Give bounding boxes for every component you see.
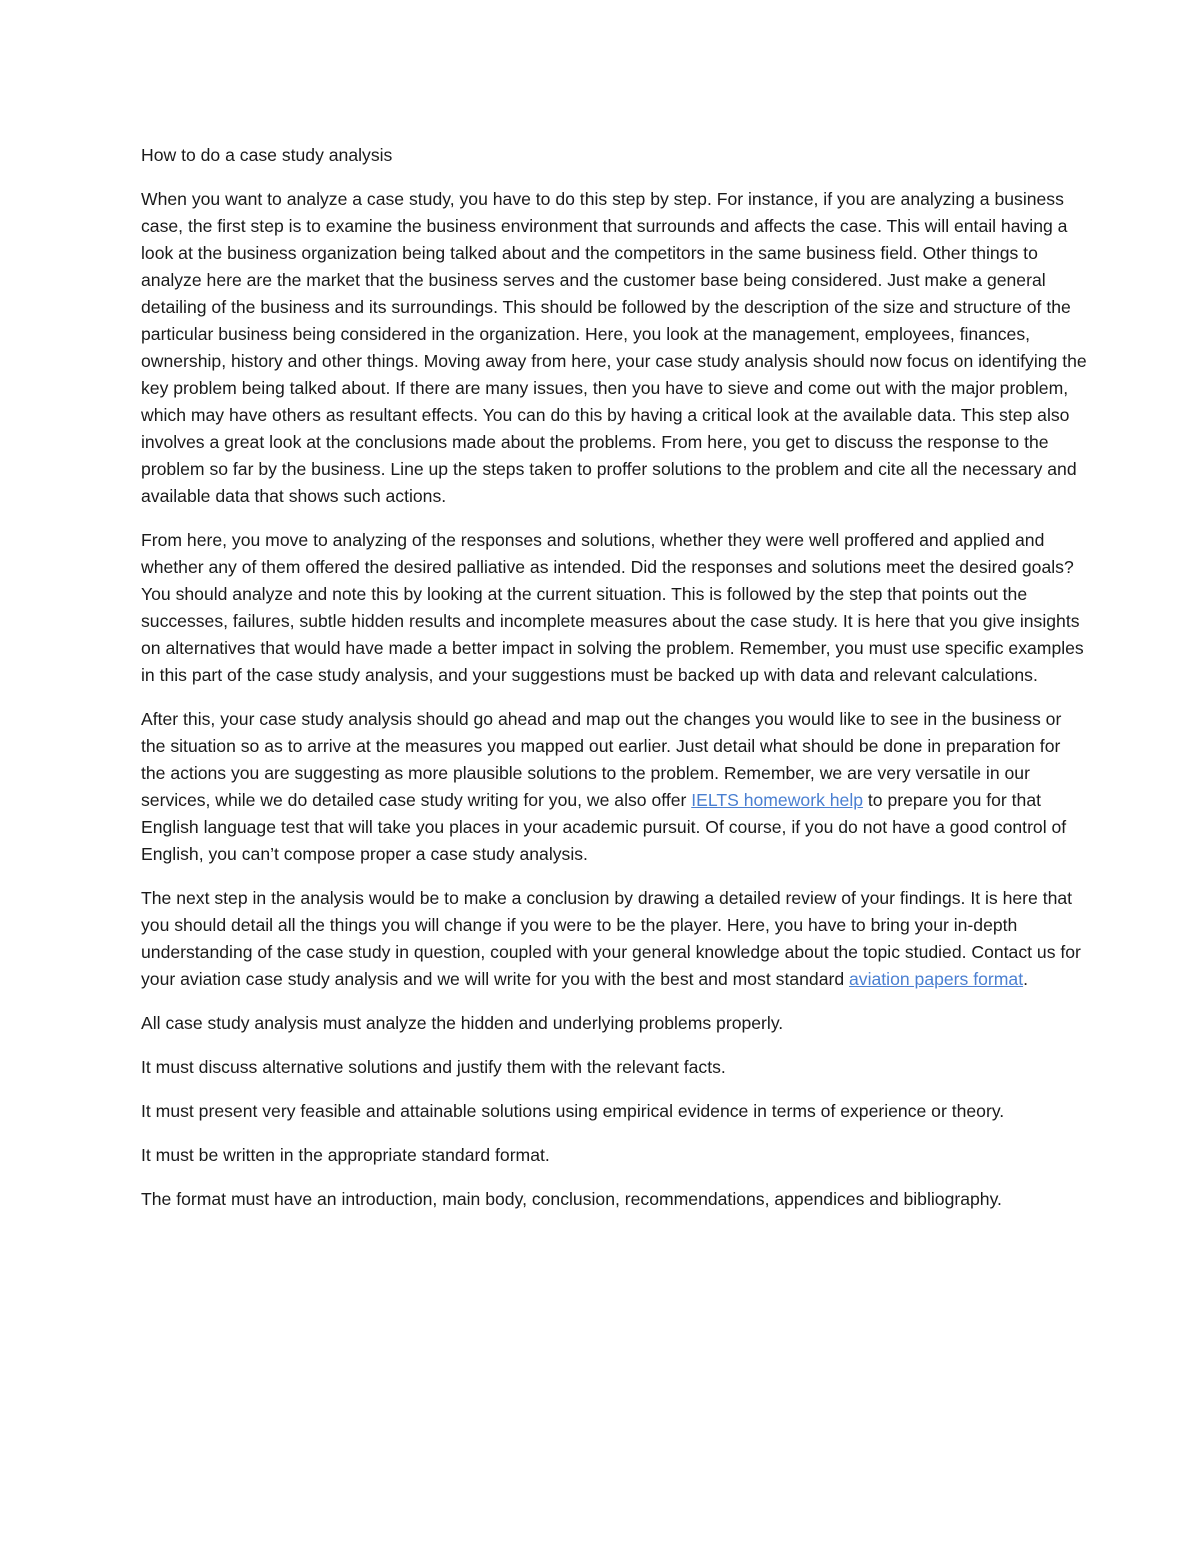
paragraph-3-text-before-link: After this, your case study analysis should go ahead and map out the changes you would like to see in the business or the situation so as to arrive at the measures you mapped out earlier. Just detail what should be done in preparation for the actions you are suggesting as more plausible solutions to the problem. Remember, we are very versatile in our services, while we do detailed case study writing for you, we also offer xyxy=(141,709,1062,810)
aviation-papers-format-link[interactable]: aviation papers format xyxy=(849,969,1024,989)
ielts-homework-help-link[interactable]: IELTS homework help xyxy=(691,790,864,810)
paragraph-3-text-after-link: to prepare you for that English language test that will take you places in your academic pursuit. Of course, if you do not have a good control of English, you can’t compose proper a case study analysis. xyxy=(141,790,1067,864)
document-title: How to do a case study analysis xyxy=(141,145,393,165)
paragraph-7: It must present very feasible and attainable solutions using empirical evidence in terms of experience or theory. xyxy=(141,1101,1005,1121)
paragraph-1: When you want to analyze a case study, you have to do this step by step. For instance, if you are analyzing a business case, the first step is to examine the business environment that surrounds and affects the case. This will entail having a look at the business organization being talked about and the competitors in the same business field. Other things to analyze here are the market that the business serves and the customer base being considered. Just make a general detailing of the business and its surroundings. This should be followed by the description of the size and structure of the particular business being considered in the organization. Here, you look at the management, employees, finances, ownership, history and other things. Moving away from here, your case study analysis should now focus on identifying the key problem being talked about. If there are many issues, then you have to sieve and come out with the major problem, which may have others as resultant effects. You can do this by having a critical look at the available data. This step also involves a great look at the conclusions made about the problems. From here, you get to discuss the response to the problem so far by the business. Line up the steps taken to proffer solutions to the problem and cite all the necessary and available data that shows such actions. xyxy=(141,189,1087,506)
paragraph-9: The format must have an introduction, main body, conclusion, recommendations, appendices and bibliography. xyxy=(141,1189,1002,1209)
paragraph-6: It must discuss alternative solutions and justify them with the relevant facts. xyxy=(141,1057,726,1077)
document-page xyxy=(141,142,1087,1230)
paragraph-4-text-before-link: The next step in the analysis would be to make a conclusion by drawing a detailed review of your findings. It is here that you should detail all the things you will change if you were to be the player. Here, you have to bring your in-depth understanding of the case study in question, coupled with your general knowledge about the topic studied. Contact us for your aviation case study analysis and we will write for you with the best and most standard xyxy=(141,888,1081,989)
paragraph-8: It must be written in the appropriate standard format. xyxy=(141,1145,550,1165)
paragraph-4-text-after-link: . xyxy=(1023,969,1028,989)
paragraph-2: From here, you move to analyzing of the responses and solutions, whether they were well proffered and applied and whether any of them offered the desired palliative as intended. Did the responses and solutions meet the desired goals? You should analyze and note this by looking at the current situation. This is followed by the step that points out the successes, failures, subtle hidden results and incomplete measures about the case study. It is here that you give insights on alternatives that would have made a better impact in solving the problem. Remember, you must use specific examples in this part of the case study analysis, and your suggestions must be backed up with data and relevant calculations. xyxy=(141,530,1084,685)
paragraph-5: All case study analysis must analyze the hidden and underlying problems properly. xyxy=(141,1013,784,1033)
paragraph-3 xyxy=(141,706,1087,868)
paragraph-4 xyxy=(141,885,1087,993)
